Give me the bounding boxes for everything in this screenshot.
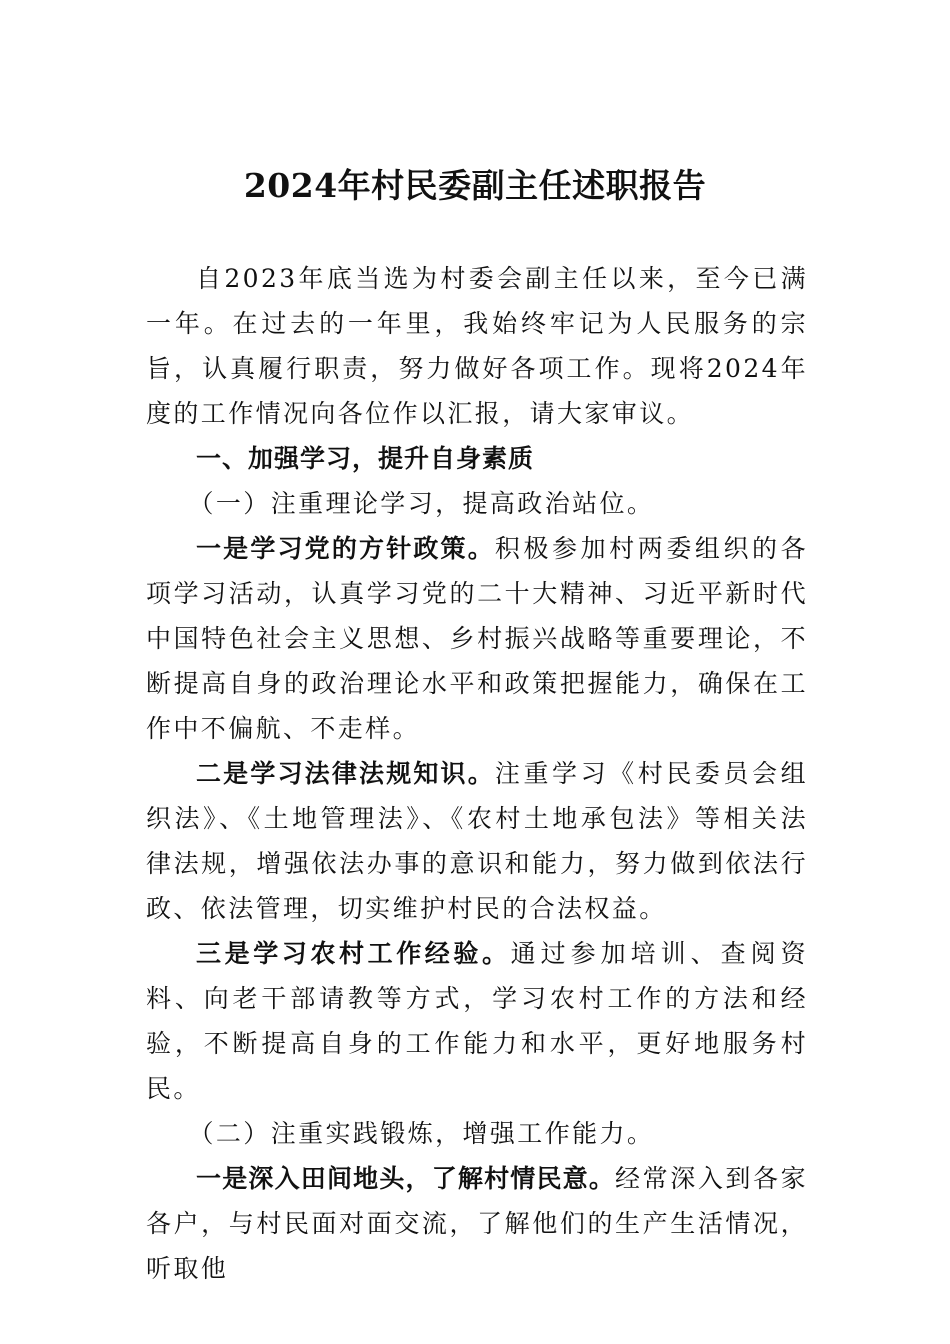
intro-paragraph: 自2023年底当选为村委会副主任以来，至今已满一年。在过去的一年里，我始终牢记为人民服务的宗旨，认真履行职责，努力做好各项工作。现将2024年度的工作情况向各位作以汇报，请大家审议。 bbox=[146, 264, 808, 428]
paragraph-study-law bbox=[146, 751, 808, 931]
paragraph-text: 经常深入到各家各户，与村民面对面交流，了解他们的生产生活情况，听取他 bbox=[146, 1164, 808, 1283]
document-title: 2024年村民委副主任述职报告 bbox=[243, 166, 707, 205]
paragraph-study-policy bbox=[146, 526, 808, 751]
paragraph-text: 通过参加培训、查阅资料、向老干部请教等方式，学习农村工作的方法和经验，不断提高自身的工作能力和水平，更好地服务村民。 bbox=[146, 939, 808, 1103]
paragraph-lead: 二是学习法律法规知识。 bbox=[196, 759, 495, 788]
subsection-heading-2: （二）注重实践锻炼，增强工作能力。 bbox=[188, 1119, 655, 1148]
paragraph-field-visits bbox=[146, 1156, 808, 1291]
subsection-heading-1: （一）注重理论学习，提高政治站位。 bbox=[188, 489, 655, 518]
paragraph-text: 积极参加村两委组织的各项学习活动，认真学习党的二十大精神、习近平新时代中国特色社会主义思想、乡村振兴战略等重要理论，不断提高自身的政治理论水平和政策把握能力，确保在工作中不偏航、不走样。 bbox=[146, 534, 808, 743]
document-body bbox=[146, 256, 808, 1291]
paragraph-study-experience bbox=[146, 931, 808, 1111]
paragraph-lead: 一是学习党的方针政策。 bbox=[196, 534, 495, 563]
paragraph-lead: 三是学习农村工作经验。 bbox=[196, 939, 511, 968]
section-heading-1: 一、加强学习，提升自身素质 bbox=[196, 444, 535, 473]
paragraph-text: 注重学习《村民委员会组织法》、《土地管理法》、《农村土地承包法》等相关法律法规，增强依法办事的意识和能力，努力做到依法行政、依法管理，切实维护村民的合法权益。 bbox=[146, 759, 808, 923]
paragraph-lead: 一是深入田间地头，了解村情民意。 bbox=[196, 1164, 616, 1193]
